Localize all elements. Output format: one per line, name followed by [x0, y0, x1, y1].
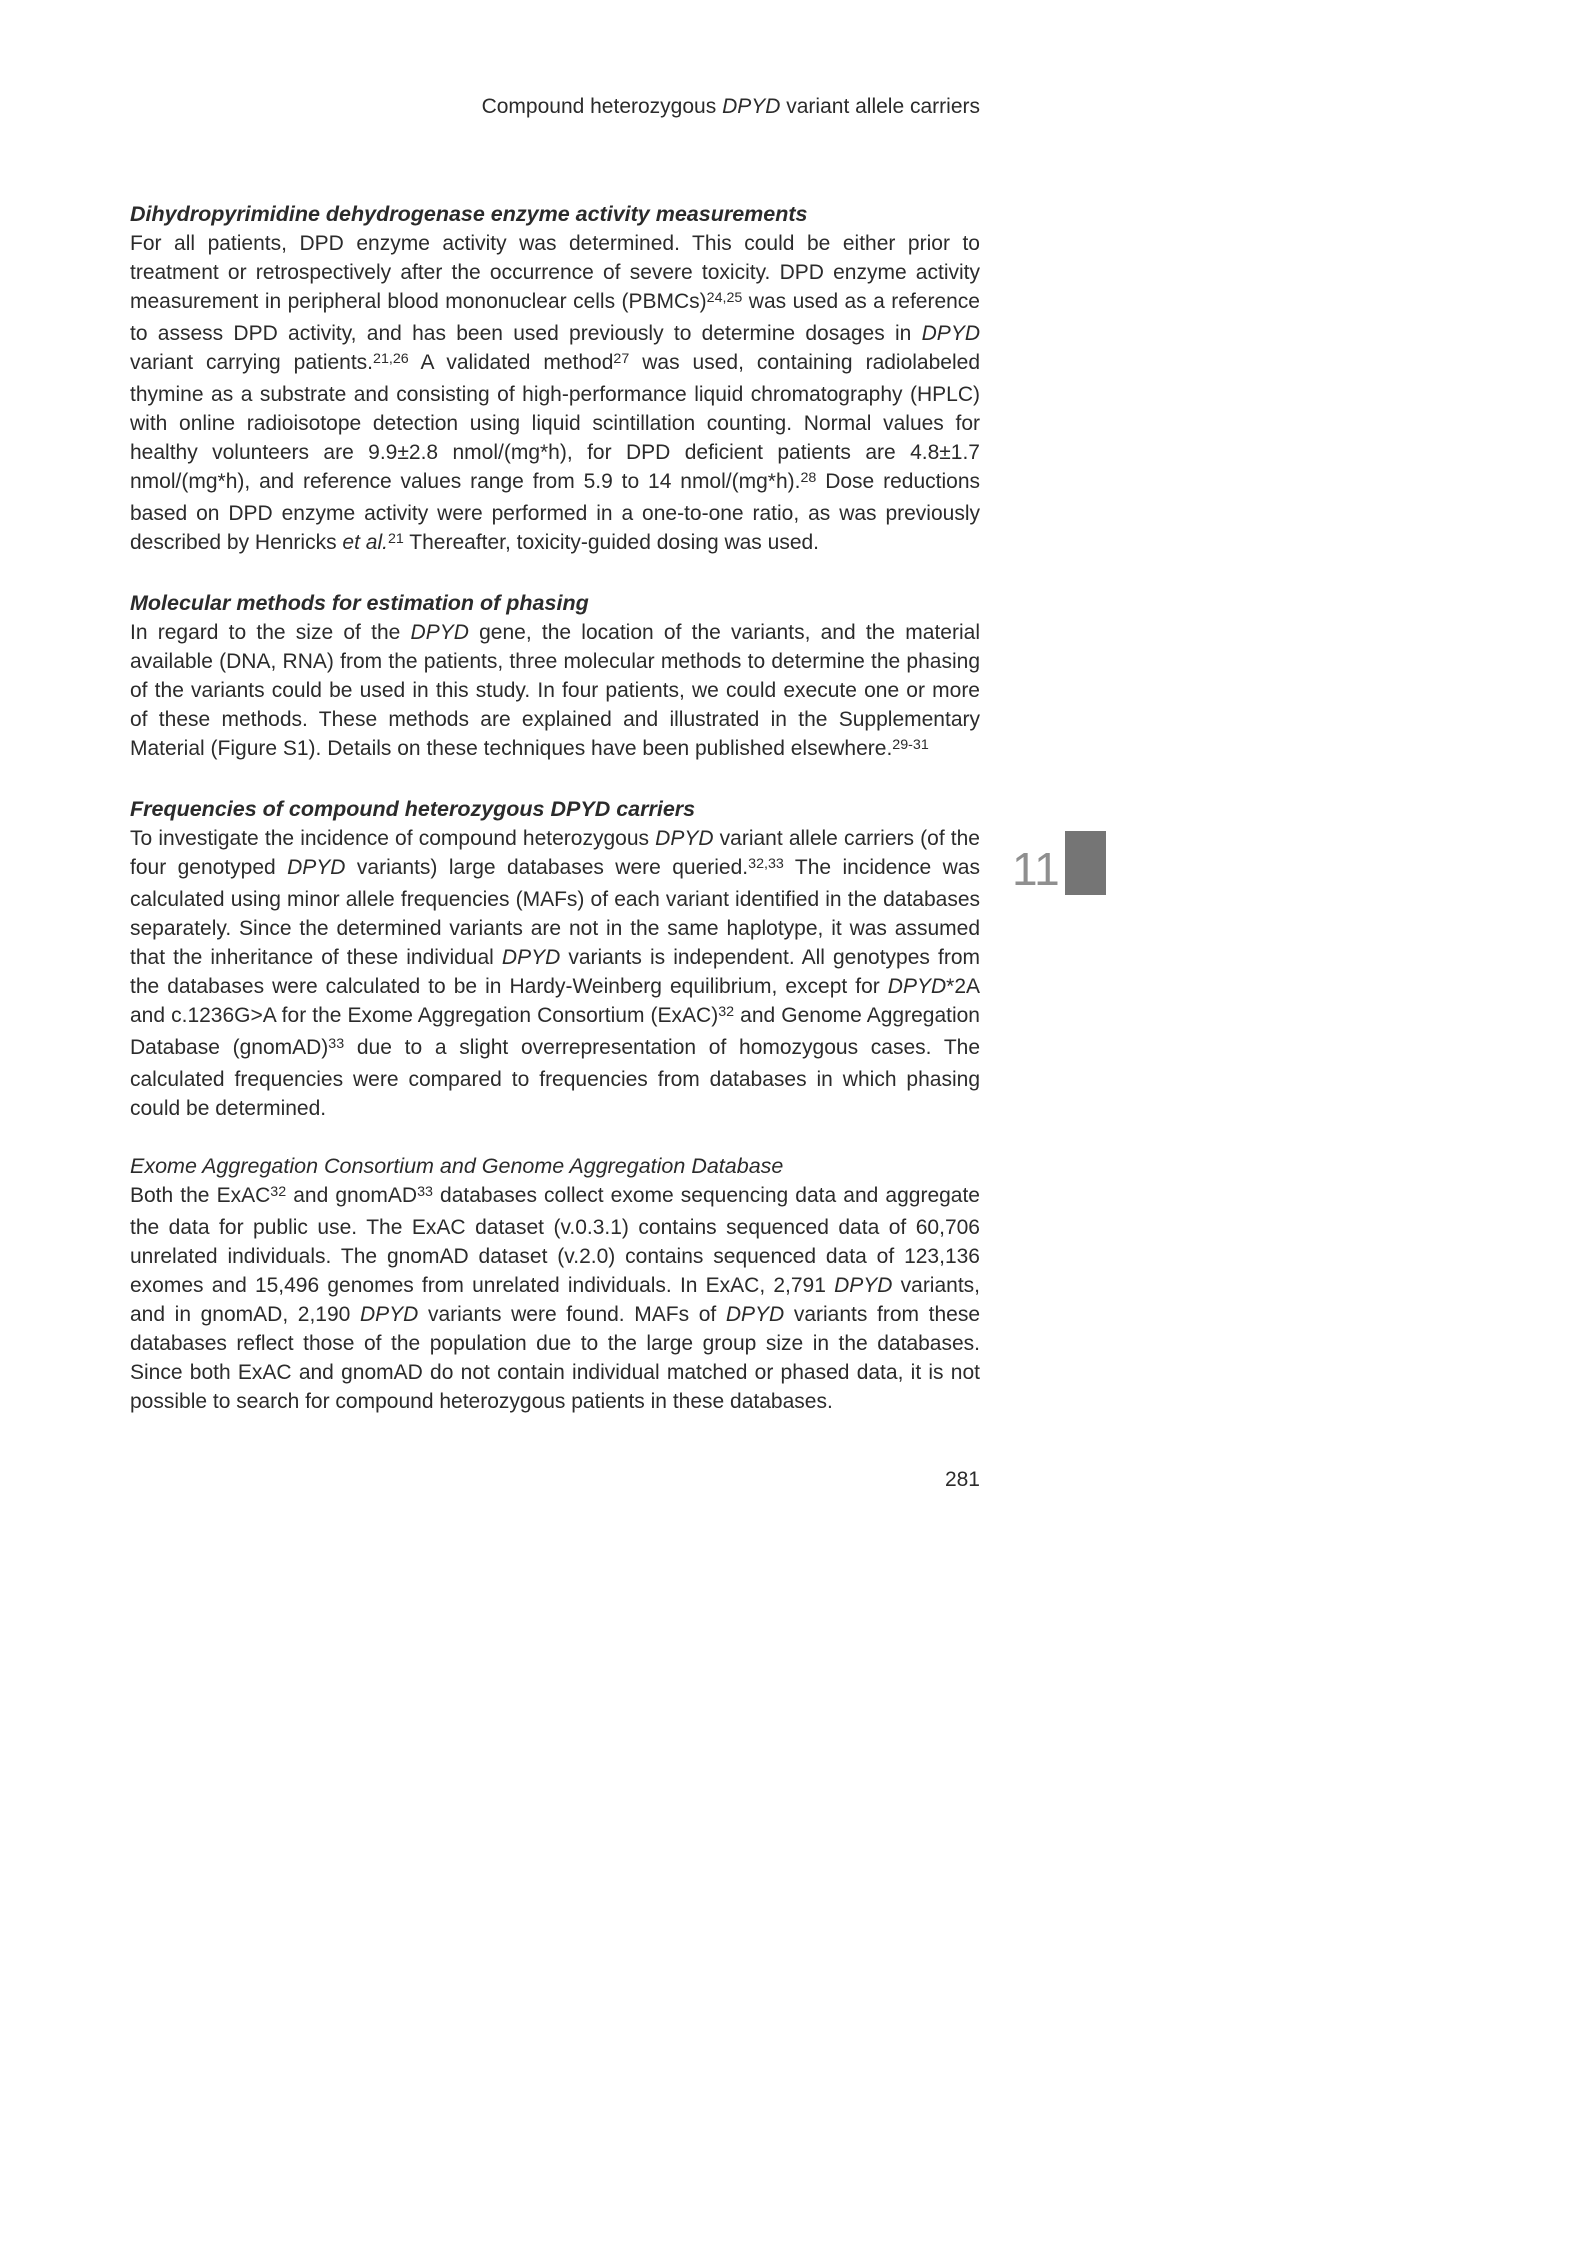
section-paragraph-frequencies: To investigate the incidence of compound heterozygous DPYD variant allele carriers (of the four genotyped DPYD variants) large databases were queried.$^{32,33}$ The incidence was calculated using minor allele frequencies (MAFs) of each variant identified in the databases separately. Since the determined variants are not in the same haplotype, it was assumed that the inheritance of these individual DPYD variants is independent. All genotypes from the databases were calculated to be in Hardy-Weinberg equilibrium, except for DPYD*2A and c.1236G>A for the Exome Aggregation Consortium (ExAC)$^{32}$ and Genome Aggregation Database (gnomAD)$^{33}$ due to a slight overrepresentation of homozygous cases. The calculated frequencies were compared to frequencies from databases in which phasing could be determined.	[130, 827, 980, 1120]
section-molecular-methods	[130, 589, 980, 766]
text-column	[130, 200, 980, 1445]
section-paragraph-enzyme-activity: For all patients, DPD enzyme activity was determined. This could be either prior to treatment or retrospectively after the occurrence of severe toxicity. DPD enzyme activity measurement in peripheral blood mononuclear cells (PBMCs)$^{24,25}$ was used as a reference to assess DPD activity, and has been used previously to determine dosages in DPYD variant carrying patients.$^{21,26}$ A validated method$^{27}$ was used, containing radiolabeled thymine as a substrate and consisting of high-performance liquid chromatography (HPLC) with online radioisotope detection using liquid scintillation counting. Normal values for healthy volunteers are 9.9±2.8 nmol/(mg*h), for DPD deficient patients are 4.8±1.7 nmol/(mg*h), and reference values range from 5.9 to 14 nmol/(mg*h).$^{28}$ Dose reductions based on DPD enzyme activity were performed in a one-to-one ratio, as was previously described by Henricks et al.$^{21}$ Thereafter, toxicity-guided dosing was used.	[130, 232, 980, 554]
section-exac-gnomad	[130, 1152, 980, 1416]
chapter-number: 11	[1012, 843, 1060, 895]
section-enzyme-activity	[130, 200, 980, 560]
page-number: 281	[944, 1468, 980, 1491]
section-heading-frequencies: Frequencies of compound heterozygous DPYD carriers	[130, 797, 696, 821]
running-header: Compound heterozygous DPYD variant allele carriers	[481, 95, 980, 118]
chapter-tab-marker	[1065, 831, 1106, 895]
section-heading-molecular-methods: Molecular methods for estimation of phasing	[130, 591, 589, 615]
section-heading-exac-gnomad: Exome Aggregation Consortium and Genome Aggregation Database	[130, 1154, 784, 1178]
section-paragraph-exac-gnomad: Both the ExAC$^{32}$ and gnomAD$^{33}$ databases collect exome sequencing data and aggregate the data for public use. The ExAC dataset (v.0.3.1) contains sequenced data of 60,706 unrelated individuals. The gnomAD dataset (v.2.0) contains sequenced data of 123,136 exomes and 15,496 genomes from unrelated individuals. In ExAC, 2,791 DPYD variants, and in gnomAD, 2,190 DPYD variants were found. MAFs of DPYD variants from these databases reflect those of the population due to the large group size in the databases. Since both ExAC and gnomAD do not contain individual matched or phased data, it is not possible to search for compound heterozygous patients in these databases.	[130, 1183, 981, 1413]
section-paragraph-molecular-methods: In regard to the size of the DPYD gene, the location of the variants, and the material available (DNA, RNA) from the patients, three molecular methods to determine the phasing of the variants could be used in this study. In four patients, we could execute one or more of these methods. These methods are explained and illustrated in the Supplementary Material (Figure S1). Details on these techniques have been published elsewhere.$^{29-31}$	[130, 621, 980, 760]
section-frequencies	[130, 795, 980, 1123]
section-heading-enzyme-activity: Dihydropyrimidine dehydrogenase enzyme activity measurements	[130, 202, 808, 226]
